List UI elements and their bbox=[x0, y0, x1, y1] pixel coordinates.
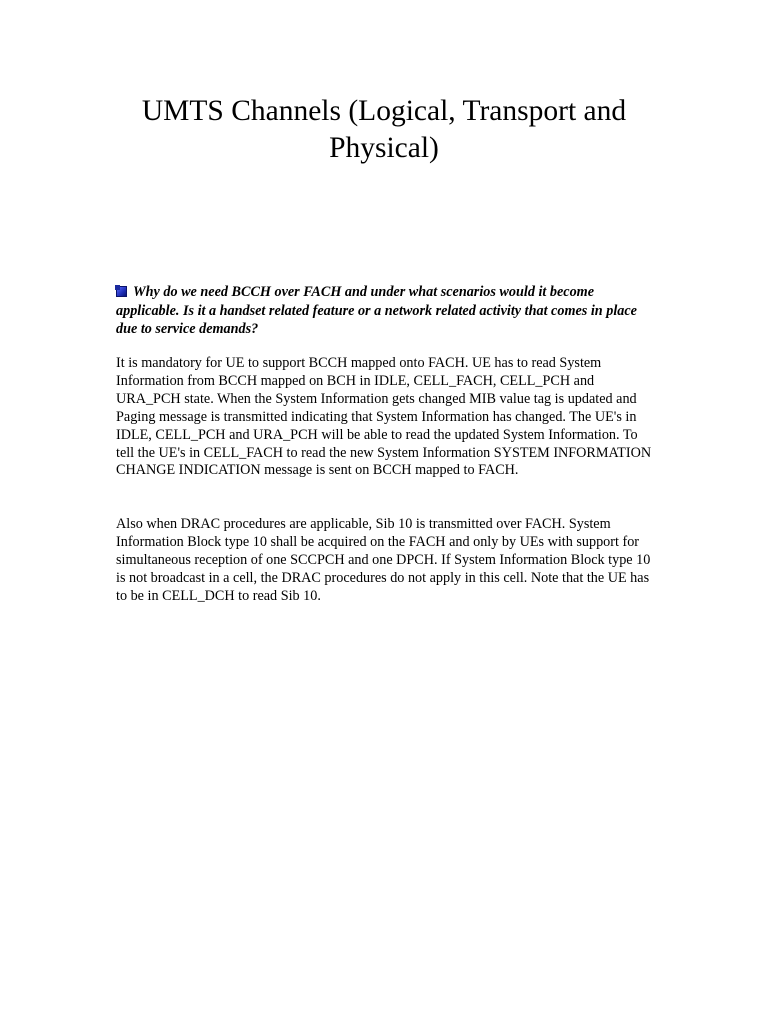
question-heading bbox=[116, 283, 656, 339]
square-bullet-icon bbox=[116, 286, 127, 297]
page-title: UMTS Channels (Logical, Transport and Physical) bbox=[141, 95, 627, 164]
question-text: Why do we need BCCH over FACH and under what scenarios would it become applicable. Is it a handset related feature or a network related activity that comes in place due to service demands? bbox=[116, 284, 637, 337]
answer-paragraph-1: It is mandatory for UE to support BCCH mapped onto FACH. UE has to read System Information from BCCH mapped on BCH in IDLE, CELL_FACH, CELL_PCH and URA_PCH state. When the System Information gets changed MIB value tag is updated and Paging message is transmitted indicating that System Information has changed. The UE's in IDLE, CELL_PCH and URA_PCH will be able to read the updated System Information. To tell the UE's in CELL_FACH to read the new System Information SYSTEM INFORMATION CHANGE INDICATION message is sent on BCCH mapped to FACH. bbox=[116, 355, 652, 479]
answer-paragraph-2: Also when DRAC procedures are applicable, Sib 10 is transmitted over FACH. System Information Block type 10 shall be acquired on the FACH and only by UEs with support for simultaneous reception of one SCCPCH and one DPCH. If System Information Block type 10 is not broadcast in a cell, the DRAC procedures do not apply in this cell. Note that the UE has to be in CELL_DCH to read Sib 10. bbox=[116, 516, 651, 604]
